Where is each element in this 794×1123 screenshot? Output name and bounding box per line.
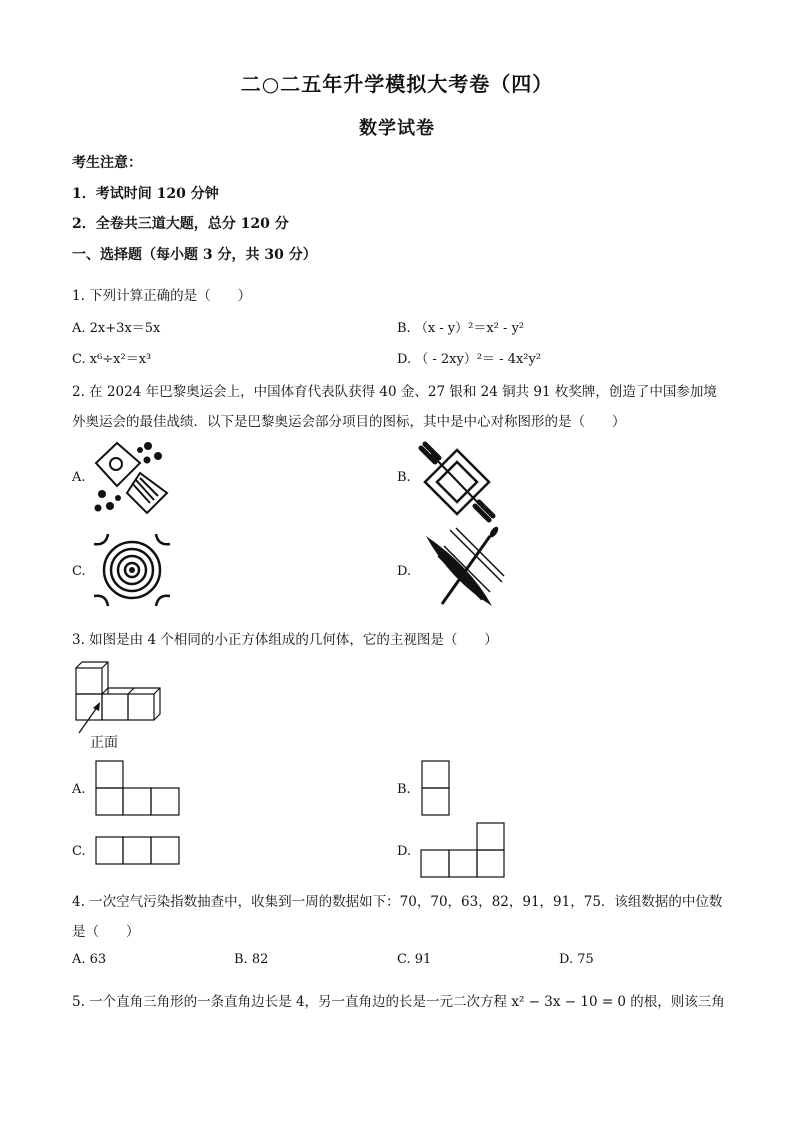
q2-label-a: A. <box>72 470 86 485</box>
q4-stem-line1: 4. 一次空气污染指数抽查中，收集到一周的数据如下：70，70，63，82，91，91，75．该组数据的中位数 <box>72 894 723 910</box>
option-d-view <box>420 822 508 878</box>
notice-item-2: 2．全卷共三道大题，总分 120 分 <box>72 216 289 232</box>
q1-option-c: C. x⁶÷x²＝x³ <box>72 352 152 367</box>
q2-stem-line1: 2. 在 2024 年巴黎奥运会上，中国体育代表队获得 40 金、27 银和 24 铜共 91 枚奖牌，创造了中国参加境 <box>72 384 717 400</box>
q2-label-d: D. <box>397 564 412 579</box>
q1-stem: 1. 下列计算正确的是（ ） <box>72 288 252 304</box>
q1-option-b: B. （x - y）²＝x² - y² <box>397 321 525 336</box>
q3-label-a: A. <box>72 782 86 797</box>
q3-label-c: C. <box>72 844 86 859</box>
q3-label-b: B. <box>397 782 411 797</box>
notice-heading: 考生注意： <box>72 155 142 171</box>
q4-option-a: A. 63 <box>72 952 107 967</box>
q1-option-a: A. 2x+3x＝5x <box>72 321 161 336</box>
q4-option-b: B. 82 <box>234 952 269 967</box>
q3-stem: 3. 如图是由 4 个相同的小正方体组成的几何体，它的主视图是（ ） <box>72 632 498 648</box>
q4-stem-line2: 是（ ） <box>72 924 140 940</box>
option-a-view <box>95 760 181 816</box>
front-arrow <box>76 700 106 735</box>
option-b-view <box>421 760 451 816</box>
notice-item-1: 1．考试时间 120 分钟 <box>72 186 219 202</box>
q4-option-d: D. 75 <box>559 952 594 967</box>
q2-stem-line2: 外奥运会的最佳战绩．以下是巴黎奥运会部分项目的图标，其中是中心对称图形的是（ ） <box>72 414 626 430</box>
exam-subtitle: 数学试卷 <box>359 118 435 139</box>
q4-option-c: C. 91 <box>397 952 432 967</box>
q3-label-d: D. <box>397 844 412 859</box>
q1-option-d: D. （ - 2xy）²＝ - 4x²y² <box>397 352 542 367</box>
q5-stem-line1: 5. 一个直角三角形的一条直角边长是 4，另一直角边的长是一元二次方程 x² − 3x − 10 = 0 的根，则该三角 <box>72 994 725 1010</box>
q2-label-c: C. <box>72 564 86 579</box>
archery-target-pictogram <box>92 530 172 610</box>
weightlifting-pictogram <box>415 440 500 520</box>
football-pictogram <box>92 438 172 518</box>
q2-label-b: B. <box>397 470 411 485</box>
section-heading: 一、选择题（每小题 3 分，共 30 分） <box>72 247 317 263</box>
exam-title: 二○二五年升学模拟大考卷（四） <box>240 72 554 96</box>
front-label: 正面 <box>90 735 118 751</box>
option-c-view <box>95 836 181 866</box>
canoe-pictogram <box>420 526 505 611</box>
